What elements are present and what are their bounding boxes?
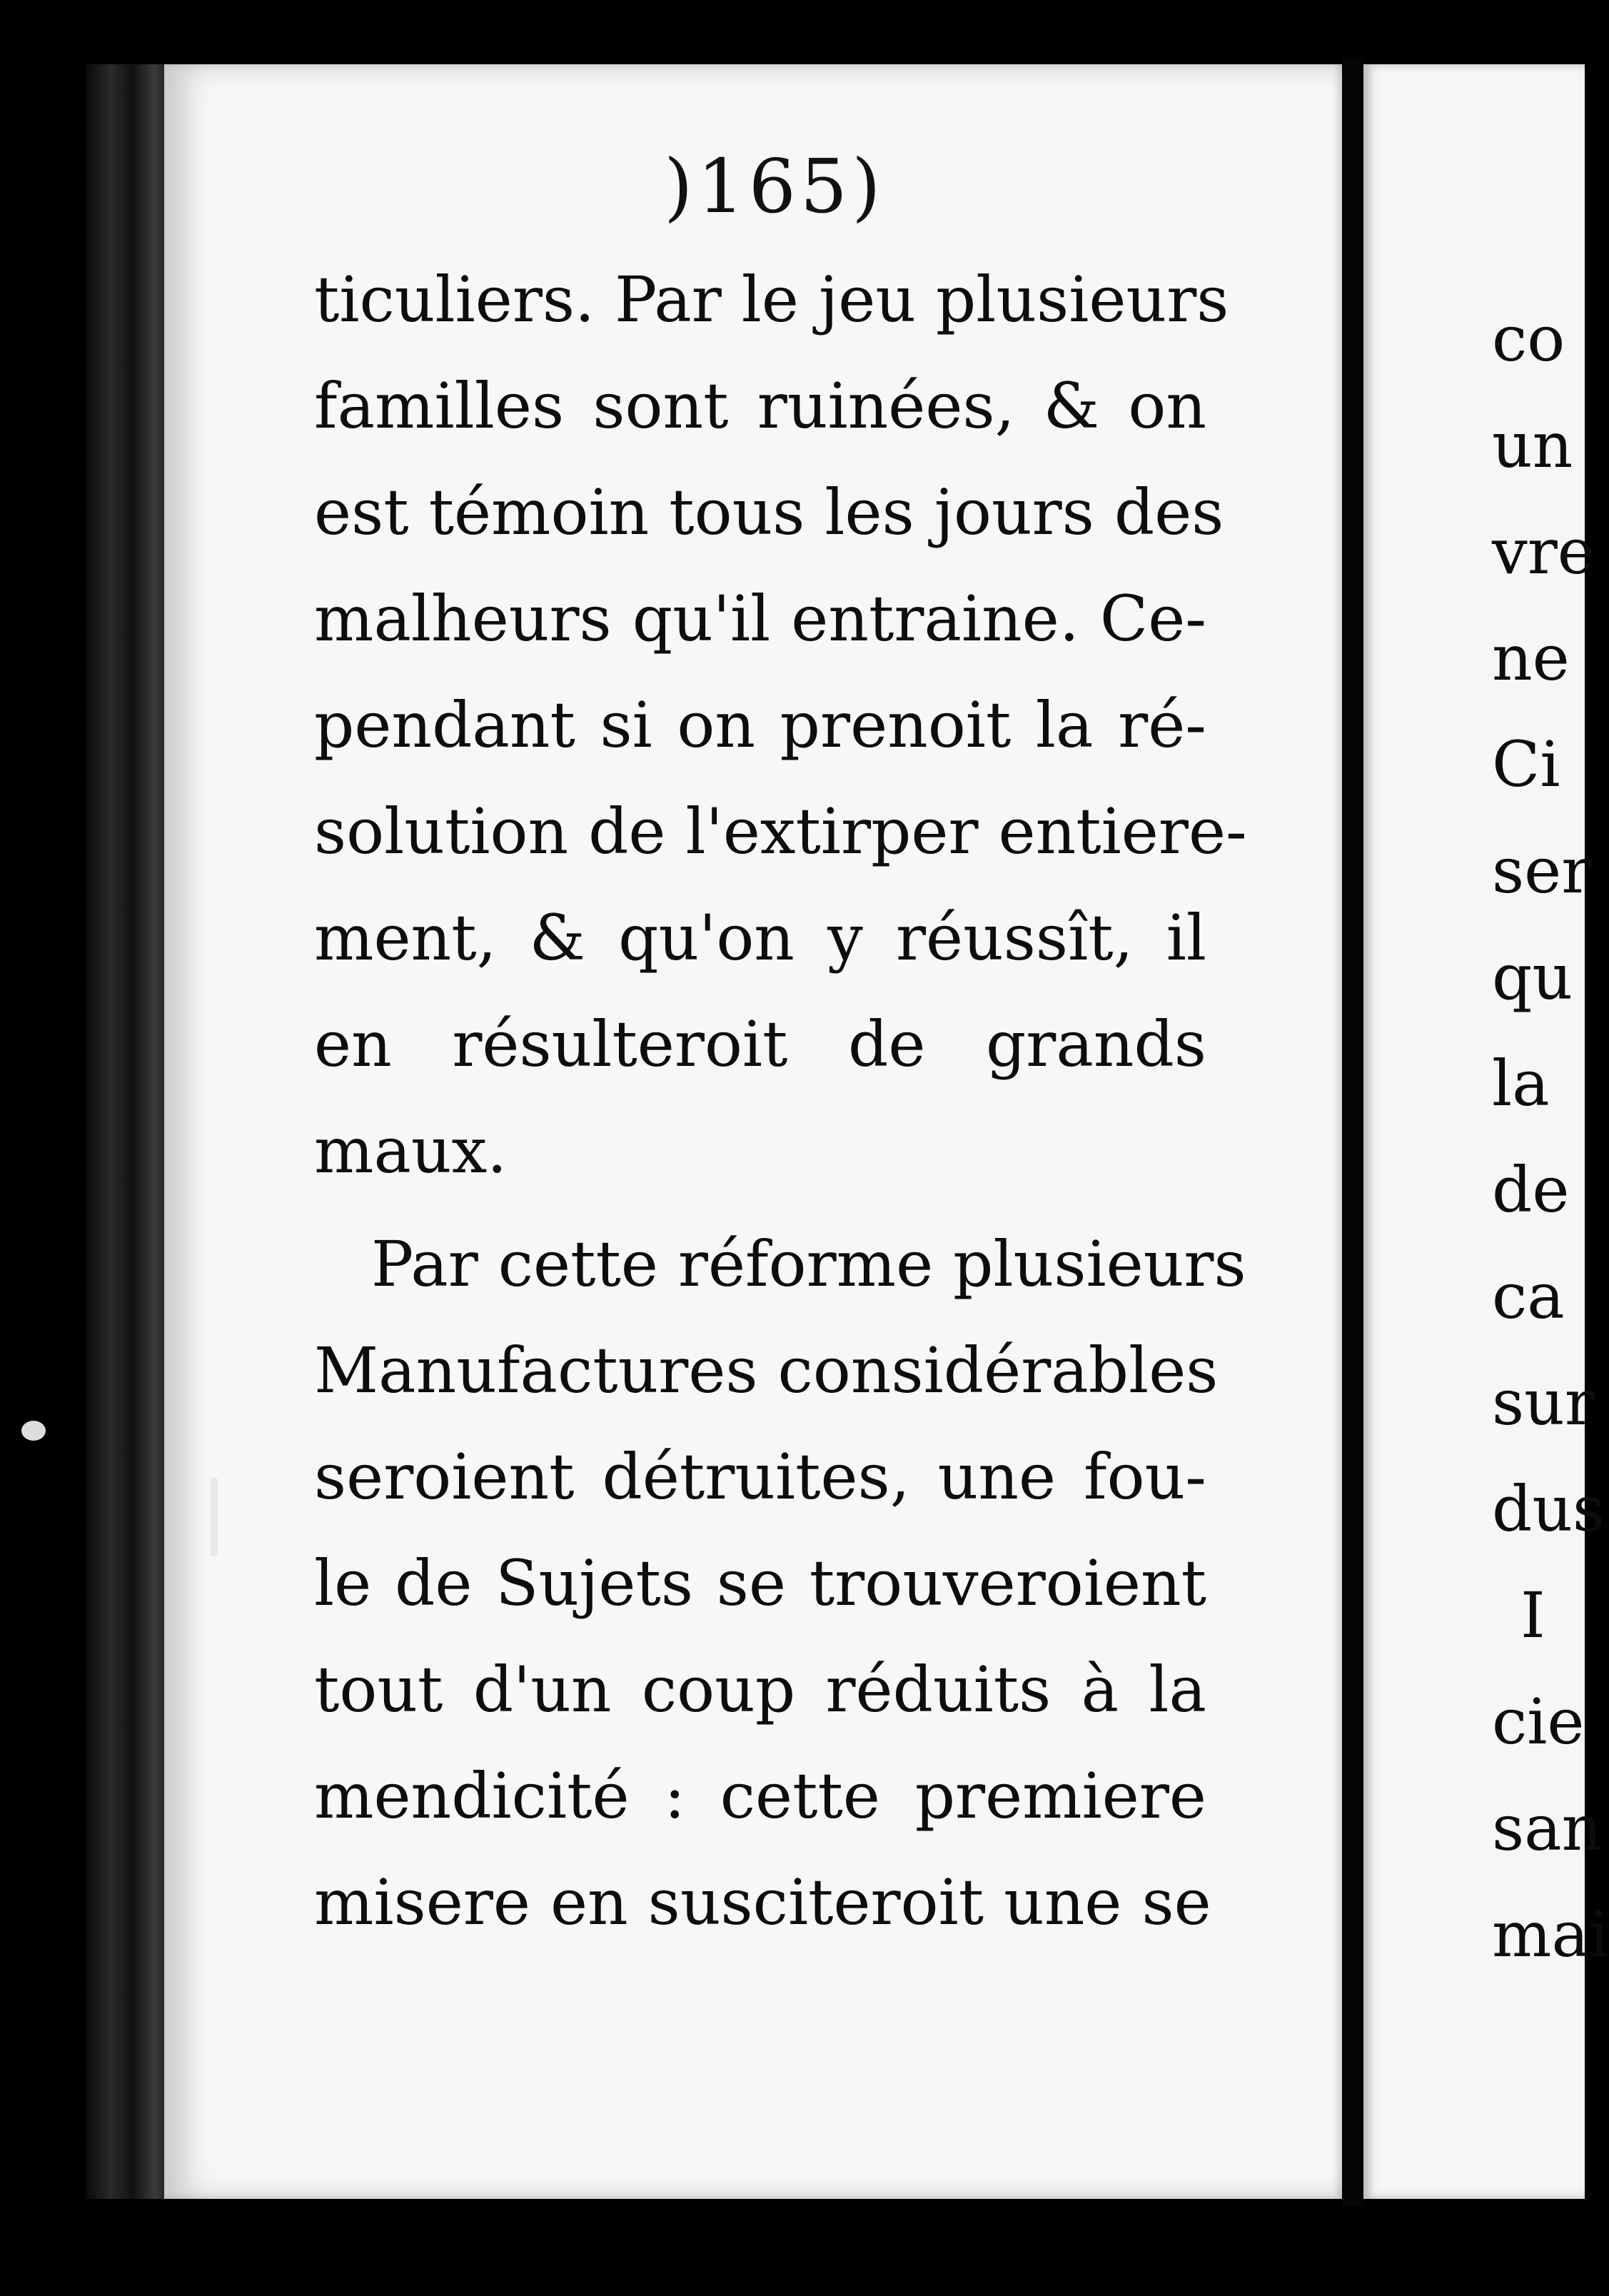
right-fragment: I — [1520, 1578, 1545, 1652]
right-fragment: ca — [1492, 1259, 1565, 1333]
paper-speck — [21, 1421, 46, 1441]
text-line: le de Sujets se trouveroient — [314, 1546, 1206, 1620]
left-page-text — [314, 246, 1247, 1955]
text-line: Par cette réforme plusieurs — [371, 1227, 1246, 1301]
text-line: est témoin tous les jours des — [314, 475, 1224, 549]
right-fragment: ne — [1492, 621, 1570, 695]
right-fragment: vre — [1492, 515, 1595, 588]
right-fragment: qu — [1492, 940, 1573, 1014]
page-number: )165) — [664, 143, 885, 230]
right-fragment: mai — [1492, 1898, 1609, 1971]
right-fragment: de — [1492, 1153, 1570, 1227]
right-fragment: sur — [1492, 1366, 1595, 1439]
right-fragment: la — [1492, 1047, 1550, 1120]
text-line: familles sont ruinées, & on — [314, 369, 1206, 443]
text-line: ticuliers. Par le jeu plusieurs — [314, 263, 1229, 336]
right-page-text-fragments — [1492, 286, 1609, 1988]
text-line: tout d'un coup réduits à la — [314, 1653, 1206, 1726]
book-binding-edge — [86, 64, 171, 2199]
right-fragment: cie — [1492, 1685, 1585, 1758]
text-line: malheurs qu'il entraine. Ce- — [314, 582, 1206, 655]
paragraph-gap — [314, 1204, 1206, 1211]
text-line: maux. — [314, 1114, 508, 1187]
text-line: pendant si on prenoit la ré- — [314, 688, 1206, 762]
right-fragment: co — [1492, 302, 1565, 376]
right-fragment: ser — [1492, 834, 1592, 907]
paper-speck — [211, 1478, 218, 1556]
right-fragment: dus — [1492, 1472, 1605, 1546]
right-fragment: Ci — [1492, 727, 1560, 801]
text-line: mendicité : cette premiere — [314, 1759, 1206, 1833]
right-fragment: un — [1492, 408, 1573, 482]
text-line: ment, & qu'on y réussît, il — [314, 901, 1206, 975]
text-line: seroient détruites, une fou- — [314, 1440, 1206, 1514]
text-line: misere en susciteroit une se — [314, 1866, 1211, 1939]
page-gutter — [1342, 57, 1363, 2206]
text-line: en résulteroit de grands — [314, 1007, 1206, 1081]
text-line: solution de l'extirper entiere- — [314, 795, 1247, 868]
text-line: Manufactures considérables — [314, 1334, 1219, 1407]
right-fragment: san — [1492, 1791, 1603, 1865]
